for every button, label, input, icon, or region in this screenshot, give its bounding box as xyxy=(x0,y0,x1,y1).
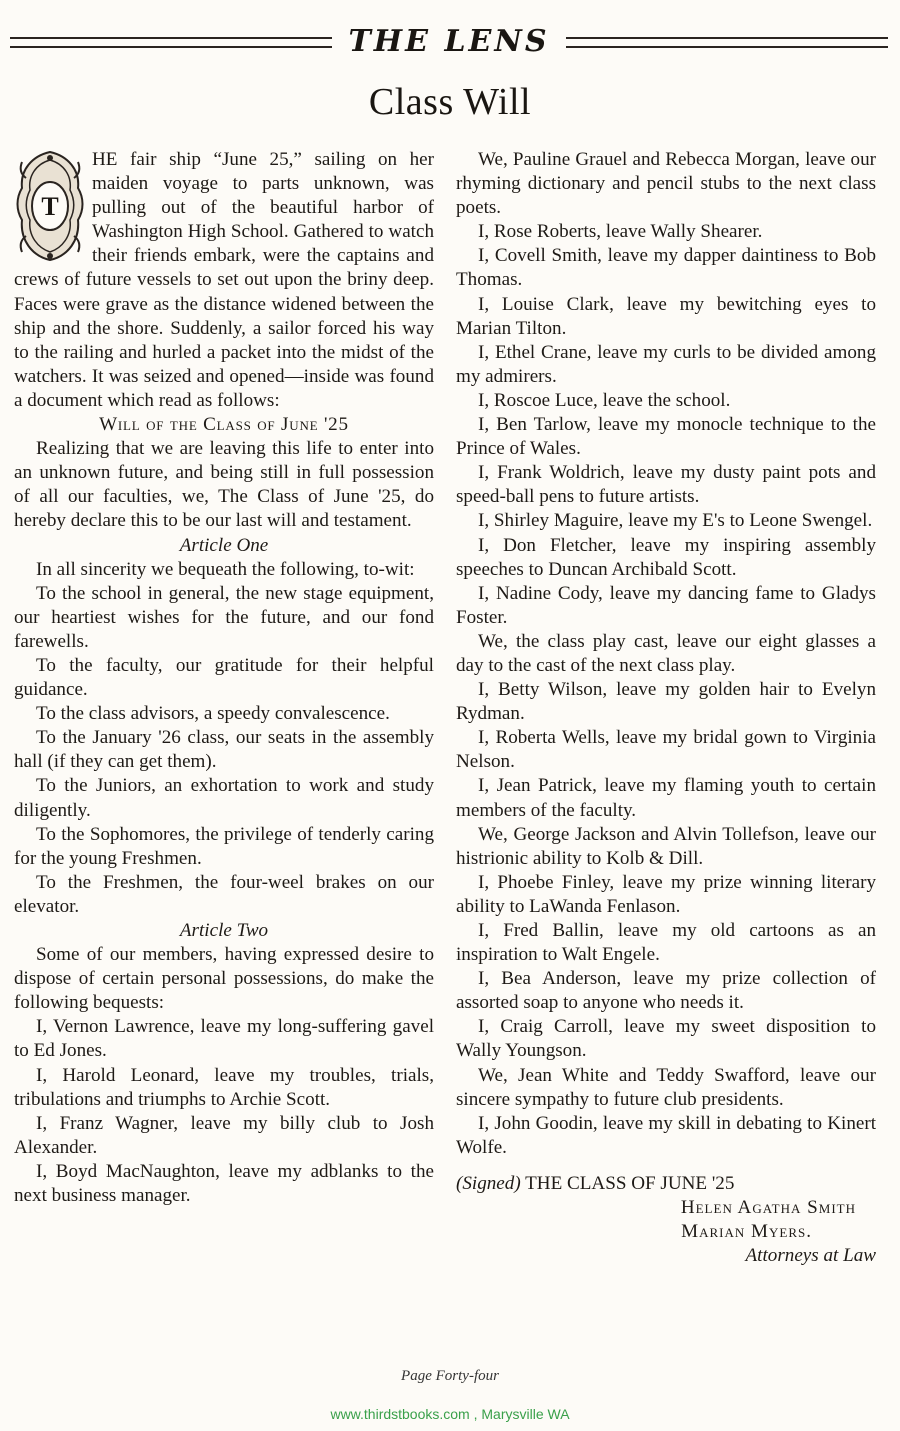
dropcap-letter: T xyxy=(41,192,59,221)
article-one-heading: Article One xyxy=(179,534,269,556)
signer-name: Marian Myers. xyxy=(681,1221,812,1243)
signer-line xyxy=(456,1220,876,1244)
signed-label: (Signed) xyxy=(456,1172,521,1194)
bequest-paragraph: We, George Jackson and Alvin Tollefson, leave our histrionic ability to Kolb & Dill. xyxy=(456,823,876,869)
signer-role-line xyxy=(456,1244,876,1268)
article-one-paragraph: In all sincerity we bequeath the following, to-wit: xyxy=(36,558,415,580)
masthead-rule-left xyxy=(10,37,332,48)
preamble-paragraph: Realizing that we are leaving this life to enter into an unknown future, and being still in full possession of all our faculties, we, The Class of June '25, do hereby declare this to be our last will and testament. xyxy=(14,438,434,532)
masthead xyxy=(10,24,888,60)
bequest-paragraph: I, Craig Carroll, leave my sweet disposition to Wally Youngson. xyxy=(456,1016,876,1062)
article-two-paragraph: I, Vernon Lawrence, leave my long-suffering gavel to Ed Jones. xyxy=(14,1016,434,1062)
bequest-paragraph: I, Louise Clark, leave my bewitching eyes to Marian Tilton. xyxy=(456,293,876,339)
signer-line xyxy=(456,1196,876,1220)
bequest-paragraph: I, Rose Roberts, leave Wally Shearer. xyxy=(478,221,763,243)
article-one-paragraph: To the Juniors, an exhortation to work and study diligently. xyxy=(14,775,434,821)
bequest-paragraph: I, Frank Woldrich, leave my dusty paint pots and speed-ball pens to future artists. xyxy=(456,462,876,508)
masthead-title: THE LENS xyxy=(348,24,550,59)
page-title: Class Will xyxy=(368,81,532,123)
bequest-paragraph: We, the class play cast, leave our eight glasses a day to the cast of the next class play. xyxy=(456,630,876,676)
article-one-paragraph: To the January '26 class, our seats in the assembly hall (if they can get them). xyxy=(14,727,434,773)
article-two-paragraph: I, Harold Leonard, leave my troubles, trials, tribulations and triumphs to Archie Scott. xyxy=(14,1064,434,1110)
bequest-paragraph: I, Ben Tarlow, leave my monocle technique to the Prince of Wales. xyxy=(456,414,876,460)
article-one-paragraph: To the faculty, our gratitude for their helpful guidance. xyxy=(14,654,434,701)
dropcap-ornament-icon xyxy=(12,148,88,266)
article-two-paragraph: Some of our members, having expressed desire to dispose of certain personal possessions, do make the following bequests: xyxy=(14,944,434,1014)
article-two-paragraph: I, Franz Wagner, leave my billy club to Josh Alexander. xyxy=(14,1112,434,1158)
bequest-paragraph: I, Shirley Maguire, leave my E's to Leone Swengel. xyxy=(478,510,873,532)
article-one-paragraph: To the Freshmen, the four-weel brakes on our elevator. xyxy=(14,871,434,917)
bequest-paragraph: I, Covell Smith, leave my dapper daintiness to Bob Thomas. xyxy=(456,245,876,291)
bequest-paragraph: I, John Goodin, leave my skill in debating to Kinert Wolfe. xyxy=(456,1112,876,1158)
article-one-paragraph: To the Sophomores, the privilege of tenderly caring for the young Freshmen. xyxy=(14,823,434,869)
bequest-paragraph: I, Phoebe Finley, leave my prize winning literary ability to LaWanda Fenlason. xyxy=(456,871,876,917)
bequest-paragraph: I, Betty Wilson, leave my golden hair to Evelyn Rydman. xyxy=(456,679,876,725)
bequest-paragraph: We, Jean White and Teddy Swafford, leave our sincere sympathy to future club presidents. xyxy=(456,1064,876,1110)
signer-name: Helen Agatha Smith xyxy=(680,1197,856,1219)
left-column xyxy=(14,148,434,1208)
bequest-paragraph: I, Roberta Wells, leave my bridal gown to Virginia Nelson. xyxy=(456,727,876,773)
bequest-paragraph: I, Bea Anderson, leave my prize collection of assorted soap to anyone who needs it. xyxy=(456,968,876,1014)
bequest-paragraph: I, Fred Ballin, leave my old cartoons as an inspiration to Walt Engele. xyxy=(456,920,876,966)
intro-paragraph: HE fair ship “June 25,” sailing on her maiden voyage to parts unknown, was pulling out of the beautiful harbor of Washington High School. Gathered to watch their friends embark, were the captains and crews of future vessels to set out upon the briny deep. Faces were grave as the distance widened between the ship and the shore. Suddenly, a sailor forced his way to the railing and hurled a packet into the midst of the watchers. It was seized and opened—inside was found a document which read as follows: xyxy=(14,149,434,411)
bequest-paragraph: I, Jean Patrick, leave my flaming youth to certain members of the faculty. xyxy=(456,775,876,821)
article-two-heading: Article Two xyxy=(179,920,269,941)
article-one-paragraph: To the class advisors, a speedy convalescence. xyxy=(36,703,390,725)
bequest-paragraph: I, Roscoe Luce, leave the school. xyxy=(478,389,731,411)
bequest-paragraph: We, Pauline Grauel and Rebecca Morgan, leave our rhyming dictionary and pencil stubs to the next class poets. xyxy=(456,149,876,219)
will-heading: Will of the Class of June '25 xyxy=(99,414,349,436)
article-one-paragraph: To the school in general, the new stage equipment, our heartiest wishes for the future, and our fond farewells. xyxy=(14,582,434,652)
bequest-paragraph: I, Nadine Cody, leave my dancing fame to Gladys Foster. xyxy=(456,582,876,628)
page-number: Page Forty-four xyxy=(401,1368,499,1384)
signed-text: THE CLASS OF JUNE '25 xyxy=(525,1172,735,1194)
ornamental-dropcap xyxy=(12,148,88,266)
bequest-paragraph: I, Don Fletcher, leave my inspiring assembly speeches to Duncan Archibald Scott. xyxy=(456,534,876,580)
masthead-rule-right xyxy=(566,37,888,48)
bequest-paragraph: I, Ethel Crane, leave my curls to be divided among my admirers. xyxy=(456,341,876,387)
signature-line xyxy=(456,1172,876,1196)
article-two-paragraph: I, Boyd MacNaughton, leave my adblanks to the next business manager. xyxy=(14,1160,434,1207)
signer-role: Attorneys at Law xyxy=(745,1245,876,1267)
website-watermark: www.thirdstbooks.com , Marysville WA xyxy=(330,1406,570,1422)
right-column xyxy=(456,148,876,1268)
